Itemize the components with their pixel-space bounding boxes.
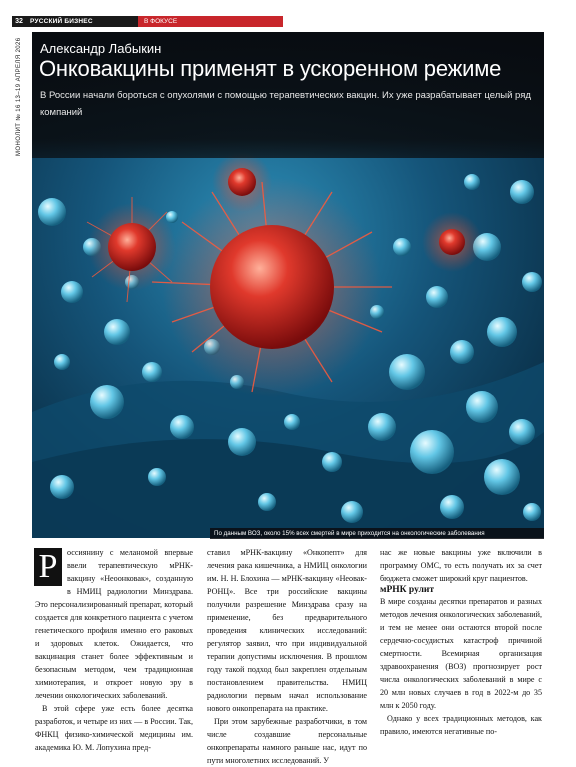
article-header (32, 32, 544, 158)
issue-sidebar (16, 36, 26, 156)
page-number: 32 (12, 16, 26, 27)
paragraph: Р оссиянину с меланомой впервые ввели терапевтическую мРНК-вакцину «Неоонковак», созданную в НМИЦ радиологии Минздрава. Это персонализированный препарат, который создается для конкретного пациента с учетом генетического профиля именно его раковых и здоровых клеток. Ожидается, что вакцинация станет более эффективным и безопасным методом, чем традиционная химиотерапия, и откроет новую эру в лечении онкологических заболеваний. (35, 548, 193, 700)
author-name: Александр Лабыкин (40, 41, 162, 56)
paragraph: В мире созданы десятки препаратов и разных методов лечения онкологических заболеваний, и тем не менее они остаются второй после сердечно-сосудистых катастроф причиной смертности. Всемирная организация здравоохранения (ВОЗ) прогнозирует рост числа онкологических заболеваний в мире с 20 млн новых случаев в год в 2022-м до 35 млн к 2050 году. (380, 597, 542, 710)
paragraph: При этом зарубежные разработчики, в том числе создавшие персональные онкопрепараты намного раньше нас, идут по пути многолетних исследований. У (207, 717, 367, 765)
column-1 (35, 546, 193, 754)
article-lead: В России начали бороться с опухолями с помощью терапевтических вакцин. Их уже разрабатывает целый ряд компаний (40, 90, 531, 118)
rubric-label: В ФОКУСЕ (138, 16, 283, 27)
image-caption: По данным ВОЗ, около 15% всех смертей в мире приходится на онкологические заболевания (210, 528, 544, 539)
drop-cap: Р (34, 548, 62, 586)
paragraph: нас же новые вакцины уже включили в программу ОМС, то есть получать их за счет бюджета сможет широкий круг пациентов. (380, 548, 542, 583)
column-3 (380, 546, 542, 738)
column-2 (207, 546, 367, 767)
paragraph: ставил мРНК-вакцину «Онкопепт» для лечения рака кишечника, а НМИЦ онкологии им. Н. Н. Блохина — мРНК-вакцину «Неовак-РОНЦ». Все три российские вакцины получили разрешение Минздрава сразу на применение, без предварительного проведения клинических исследований: регулятор заявил, что при индивидуальной терапии допустимы исключения. В прошлом году такой подход был закреплен отдельным постановлением правительства. НМИЦ радиологии первым начал использование нового онкопрепарата на практике. (207, 548, 367, 713)
paragraph: Однако у всех традиционных методов, как правило, имеются негативные по- (380, 714, 542, 736)
section-label: РУССКИЙ БИЗНЕС (26, 16, 138, 27)
top-bar (12, 16, 283, 27)
article-title: Онковакцины применят в ускоренном режиме (39, 56, 502, 81)
issue-info: МОНОЛИТ № 16 13–19 АПРЕЛЯ 2026 (16, 37, 22, 156)
paragraph: В этой сфере уже есть более десятка разработок, и четыре из них — в России. Так, ФНКЦ физико-химической медицины им. академика Ю. М. Лопухина пред- (35, 704, 193, 752)
subheading: мРНК рулит (380, 585, 435, 595)
